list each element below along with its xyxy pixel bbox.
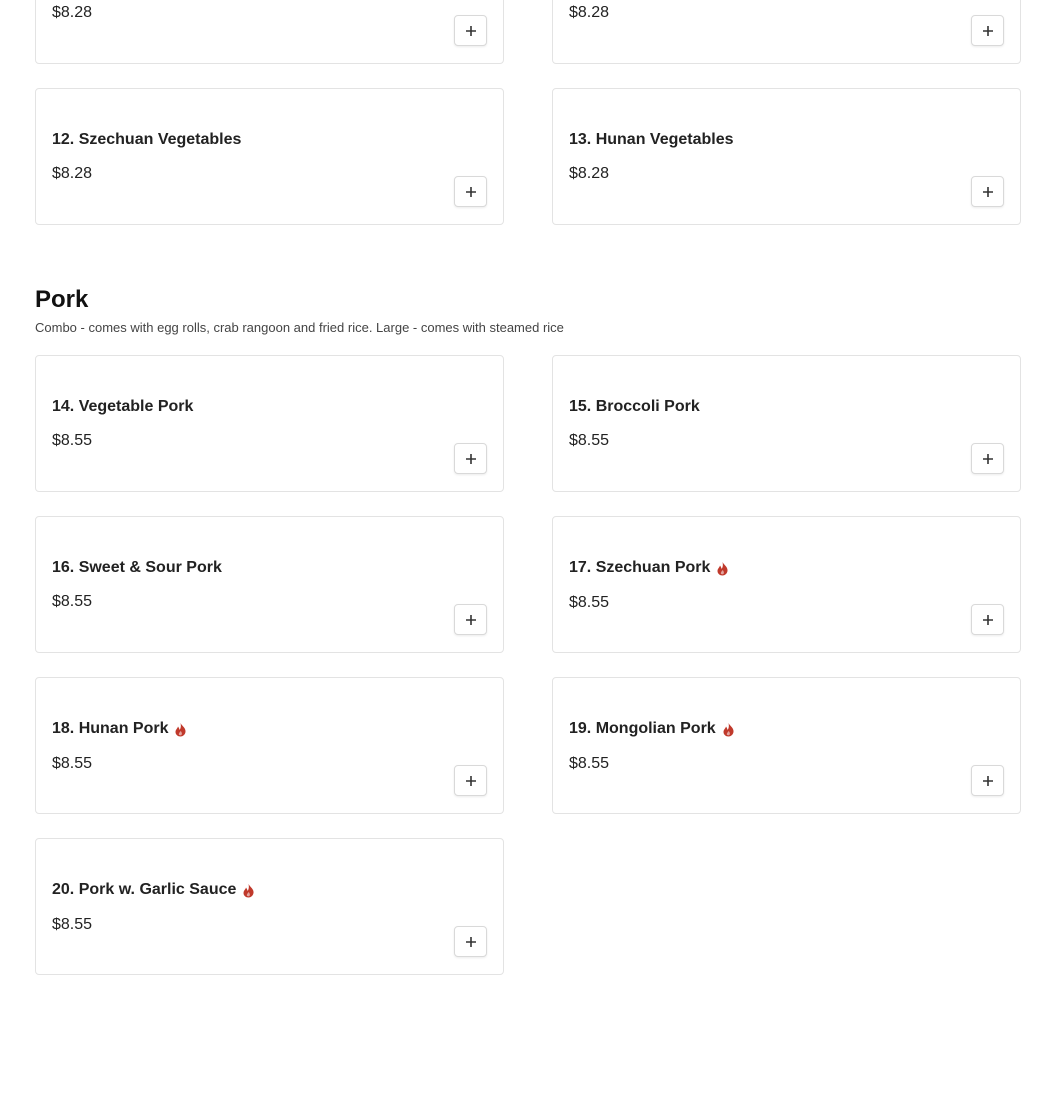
plus-icon [982,453,994,465]
item-name [52,398,193,416]
item-name-text: 19. Mongolian Pork [569,720,716,737]
add-item-button[interactable] [454,443,487,474]
item-name-text: 13. Hunan Vegetables [569,131,734,148]
plus-icon [465,186,477,198]
menu-item-card[interactable] [35,88,504,225]
menu-item-card[interactable] [35,838,504,975]
chili-flame-icon [242,883,255,898]
item-price: $8.28 [569,4,610,21]
add-item-button[interactable] [971,443,1004,474]
menu-item-card[interactable] [552,677,1021,814]
add-item-button[interactable] [454,765,487,796]
item-name [569,559,729,577]
item-name-text: 14. Vegetable Pork [52,398,194,415]
plus-icon [465,25,477,37]
plus-icon [465,453,477,465]
item-price: $8.55 [52,432,93,449]
item-name-text: 17. Szechuan Pork [569,559,711,576]
item-price: $8.55 [569,755,610,772]
item-name [52,131,241,149]
item-name-text: 16. Sweet & Sour Pork [52,559,222,576]
item-price: $8.55 [569,432,610,449]
chili-flame-icon [716,561,729,576]
menu-item-card[interactable] [552,355,1021,492]
add-item-button[interactable] [454,926,487,957]
item-price: $8.55 [52,916,93,933]
item-name [569,131,734,149]
chili-flame-icon [174,722,187,737]
item-price: $8.28 [52,4,93,21]
plus-icon [982,25,994,37]
item-price: $8.55 [569,594,610,611]
plus-icon [982,614,994,626]
item-name [569,398,700,416]
add-item-button[interactable] [971,15,1004,46]
add-item-button[interactable] [971,765,1004,796]
menu-item-card[interactable] [552,88,1021,225]
item-price: $8.28 [52,165,93,182]
item-price: $8.28 [569,165,610,182]
chili-flame-icon [722,722,735,737]
item-name-text: 20. Pork w. Garlic Sauce [52,881,237,898]
menu-item-card[interactable] [35,516,504,653]
add-item-button[interactable] [454,15,487,46]
item-price: $8.55 [52,593,93,610]
item-name [569,720,735,738]
section-title: Pork [35,286,89,313]
item-name [52,559,222,577]
plus-icon [982,775,994,787]
item-name-text: 15. Broccoli Pork [569,398,700,415]
add-item-button[interactable] [454,176,487,207]
menu-item-card[interactable] [35,0,504,64]
item-name [52,881,255,899]
item-name-text: 18. Hunan Pork [52,720,169,737]
menu-item-card[interactable] [552,516,1021,653]
menu-item-card[interactable] [552,0,1021,64]
item-price: $8.55 [52,755,93,772]
menu-item-card[interactable] [35,677,504,814]
add-item-button[interactable] [454,604,487,635]
plus-icon [982,186,994,198]
plus-icon [465,775,477,787]
plus-icon [465,936,477,948]
plus-icon [465,614,477,626]
menu-item-card[interactable] [35,355,504,492]
item-name [52,720,187,738]
add-item-button[interactable] [971,176,1004,207]
add-item-button[interactable] [971,604,1004,635]
item-name-text: 12. Szechuan Vegetables [52,131,242,148]
section-description: Combo - comes with egg rolls, crab rangoon and fried rice. Large - comes with steamed rice [35,320,564,335]
